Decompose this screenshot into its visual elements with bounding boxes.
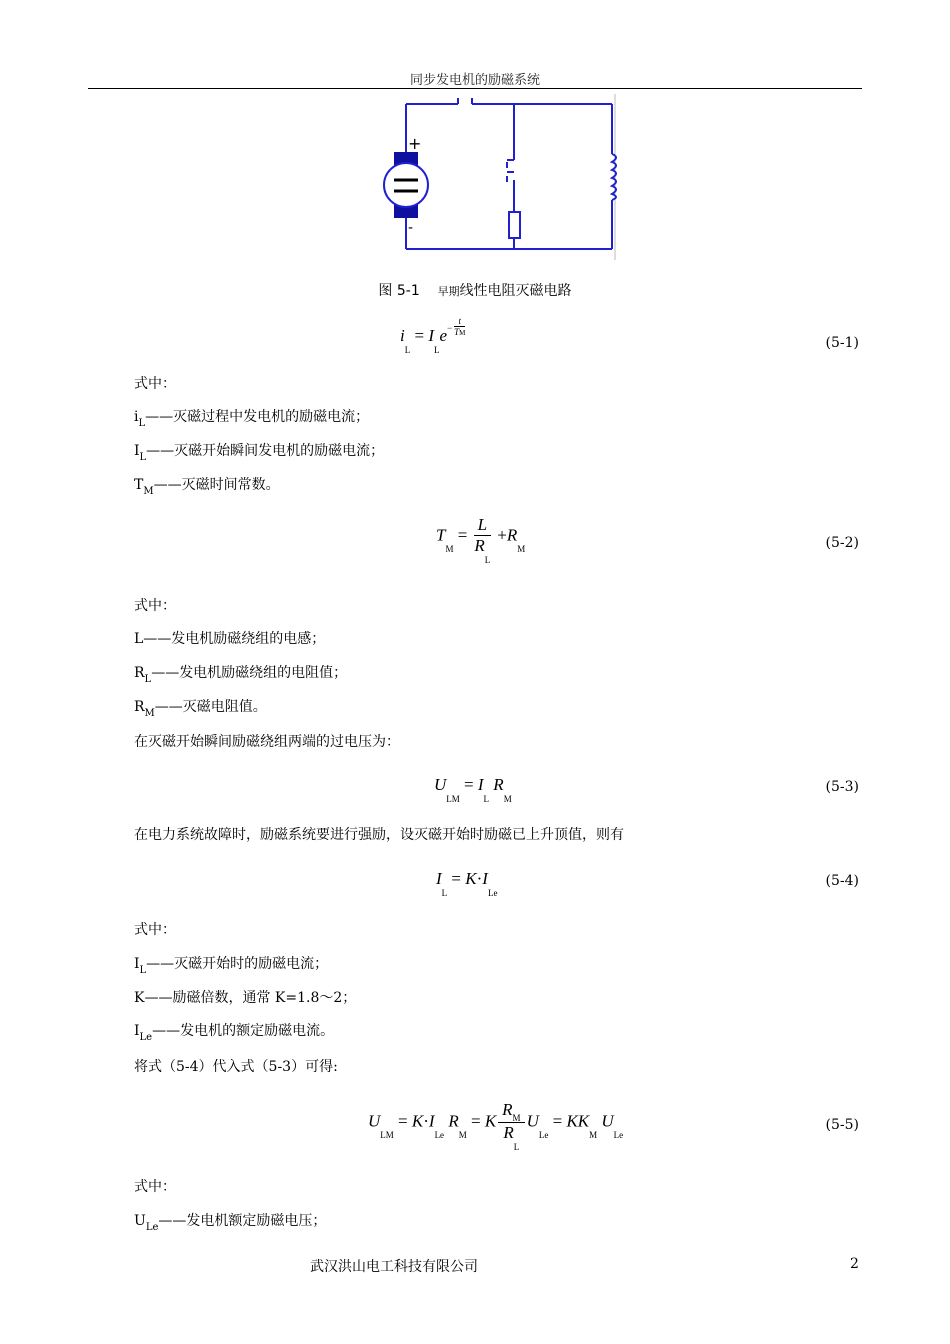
circuit-diagram [370, 92, 620, 262]
definition-line: $T_M——$灭磁时间常数。 [134, 477, 280, 497]
minus-sign: - [408, 220, 414, 236]
equation-number-5-4: (5-4) [825, 873, 859, 889]
where-label: 式中： [134, 376, 176, 392]
caption-number: 图 5-1 [378, 283, 420, 299]
definition-line: $I_L——$灭磁开始时的励磁电流； [134, 956, 329, 976]
equation-5-3: $U_{LM} = I_L$ $R_M$ [434, 775, 512, 804]
equation-number-5-5: (5-5) [825, 1117, 859, 1133]
figure-caption [0, 280, 950, 300]
generator-icon [384, 163, 428, 207]
where-label: 式中： [134, 922, 176, 938]
definition-line: $R_L——$发电机励磁绕组的电阻值； [134, 665, 348, 685]
definition-line: $R_M——$灭磁电阻值。 [134, 699, 267, 719]
equation-5-5: $U_{LM} = K\cdot I_{Le}$ $R_M = K$ $\frac{R_M}{R_L}$ $U_{Le} = KK_M$ $U_{Le}$ [368, 1100, 624, 1152]
body-paragraph: 将式（5-4）代入式（5-3）可得: [134, 1059, 338, 1075]
definition-line: $U_{Le}——$发电机额定励磁电压； [134, 1213, 327, 1233]
where-label: 式中： [134, 598, 176, 614]
caption-text: 线性电阻灭磁电路 [459, 283, 572, 299]
where-label: 式中： [134, 1179, 176, 1195]
definition-line: K——励磁倍数，通常 K=1.8～2； [134, 990, 357, 1006]
running-header: 同步发电机的励磁系统 [409, 73, 540, 88]
equation-number-5-1: (5-1) [825, 335, 859, 351]
equation-number-5-3: (5-3) [825, 779, 859, 795]
equation-number-5-2: (5-2) [825, 535, 859, 551]
definition-line: L——发电机励磁绕组的电感； [134, 631, 326, 647]
body-paragraph: 在电力系统故障时，励磁系统要进行强励，设灭磁开始时励磁已上升顶值，则有 [134, 827, 624, 843]
equation-5-2: $T_M$ = $\frac{L}{R_L}$ $+R_M$ [436, 515, 526, 565]
caption-small: 早期 [437, 285, 460, 298]
switch-icon [507, 160, 514, 182]
definition-line: $i_L——$灭磁过程中发电机的励磁电流； [134, 409, 370, 429]
footer-company: 武汉洪山电工科技有限公司 [310, 1259, 478, 1275]
page-number: 2 [850, 1256, 859, 1272]
definition-line: $I_{Le}——$发电机的额定励磁电流。 [134, 1023, 335, 1043]
definition-line: $I_L——$灭磁开始瞬间发电机的励磁电流； [134, 443, 385, 463]
plus-sign: + [408, 134, 422, 153]
equation-5-1: $i_L = I_Le^-$ $\frac{t}{TM}$ [400, 315, 466, 355]
body-paragraph: 在灭磁开始瞬间励磁绕组两端的过电压为： [134, 734, 400, 750]
header-rule [88, 88, 862, 89]
equation-5-4: $I_L = K\cdot I_{Le}$ [436, 869, 498, 898]
